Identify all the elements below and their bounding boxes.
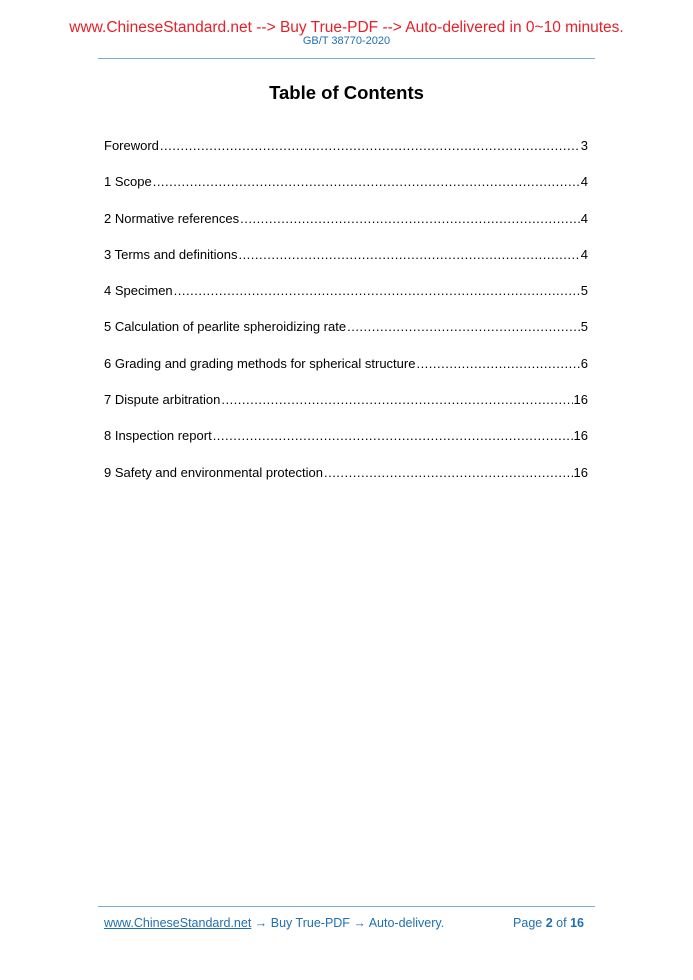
header-divider bbox=[98, 58, 595, 59]
dot-leader bbox=[416, 355, 579, 373]
toc-entry-page: 6 bbox=[580, 355, 588, 371]
toc-entry-title: 5 Calculation of pearlite spheroidizing rate bbox=[104, 319, 347, 335]
standard-code: GB/T 38770-2020 bbox=[302, 35, 391, 47]
footer-promo bbox=[104, 915, 444, 931]
footer-tagline: → Buy True-PDF → Auto-delivery. bbox=[251, 916, 445, 930]
dot-leader bbox=[213, 427, 573, 445]
dot-leader bbox=[153, 173, 580, 191]
footer-site-link[interactable]: www.ChineseStandard.net bbox=[104, 916, 252, 930]
toc-entry-normative-references[interactable] bbox=[104, 210, 588, 246]
toc-entry-scope[interactable] bbox=[104, 173, 588, 209]
toc-entry-specimen[interactable] bbox=[104, 282, 588, 318]
total-pages-number: 16 bbox=[570, 916, 584, 930]
promo-banner[interactable]: www.ChineseStandard.net --> Buy True-PDF --> Auto-delivered in 0~10 minutes. bbox=[69, 19, 624, 36]
toc-entry-dispute-arbitration[interactable] bbox=[104, 391, 588, 427]
current-page-number: 2 bbox=[545, 916, 553, 930]
toc-entry-terms-and-definitions[interactable] bbox=[104, 246, 588, 282]
toc-entry-page: 3 bbox=[580, 138, 588, 153]
toc-entry-page: 4 bbox=[580, 174, 588, 190]
dot-leader bbox=[347, 318, 580, 336]
dot-leader bbox=[240, 210, 580, 228]
toc-entry-inspection-report[interactable] bbox=[104, 427, 588, 463]
toc-entry-title: Foreword bbox=[104, 138, 159, 153]
toc-entry-title: 4 Specimen bbox=[104, 283, 173, 299]
page-label: Page bbox=[513, 916, 543, 930]
toc-entry-title: 6 Grading and grading methods for spherical structure bbox=[104, 355, 416, 371]
toc-entry-title: 8 Inspection report bbox=[104, 428, 212, 444]
dot-leader bbox=[160, 137, 580, 155]
toc-entry-safety[interactable] bbox=[104, 464, 588, 500]
toc-entry-title: 9 Safety and environmental protection bbox=[104, 464, 323, 480]
toc-entry-page: 5 bbox=[580, 319, 588, 335]
toc-entry-calculation[interactable] bbox=[104, 318, 588, 354]
footer-divider bbox=[98, 906, 595, 907]
toc-entry-title: 1 Scope bbox=[104, 174, 152, 190]
toc-entry-title: 7 Dispute arbitration bbox=[104, 392, 221, 408]
toc-entry-grading[interactable] bbox=[104, 355, 588, 391]
toc-entry-page: 4 bbox=[580, 210, 588, 226]
page-title: Table of Contents bbox=[269, 82, 424, 103]
toc-entry-title: 3 Terms and definitions bbox=[104, 246, 238, 262]
toc-entry-foreword[interactable] bbox=[104, 137, 588, 173]
dot-leader bbox=[324, 464, 573, 482]
toc-entry-page: 4 bbox=[580, 246, 588, 262]
toc-entry-title: 2 Normative references bbox=[104, 210, 240, 226]
of-label: of bbox=[556, 916, 567, 930]
toc-entry-page: 16 bbox=[573, 428, 588, 444]
dot-leader bbox=[174, 282, 580, 300]
toc-entry-page: 16 bbox=[573, 464, 588, 480]
page-indicator bbox=[513, 915, 584, 931]
dot-leader bbox=[238, 246, 579, 264]
toc-entry-page: 5 bbox=[580, 283, 588, 299]
table-of-contents bbox=[104, 137, 588, 500]
toc-entry-page: 16 bbox=[573, 392, 588, 408]
dot-leader bbox=[221, 391, 572, 409]
